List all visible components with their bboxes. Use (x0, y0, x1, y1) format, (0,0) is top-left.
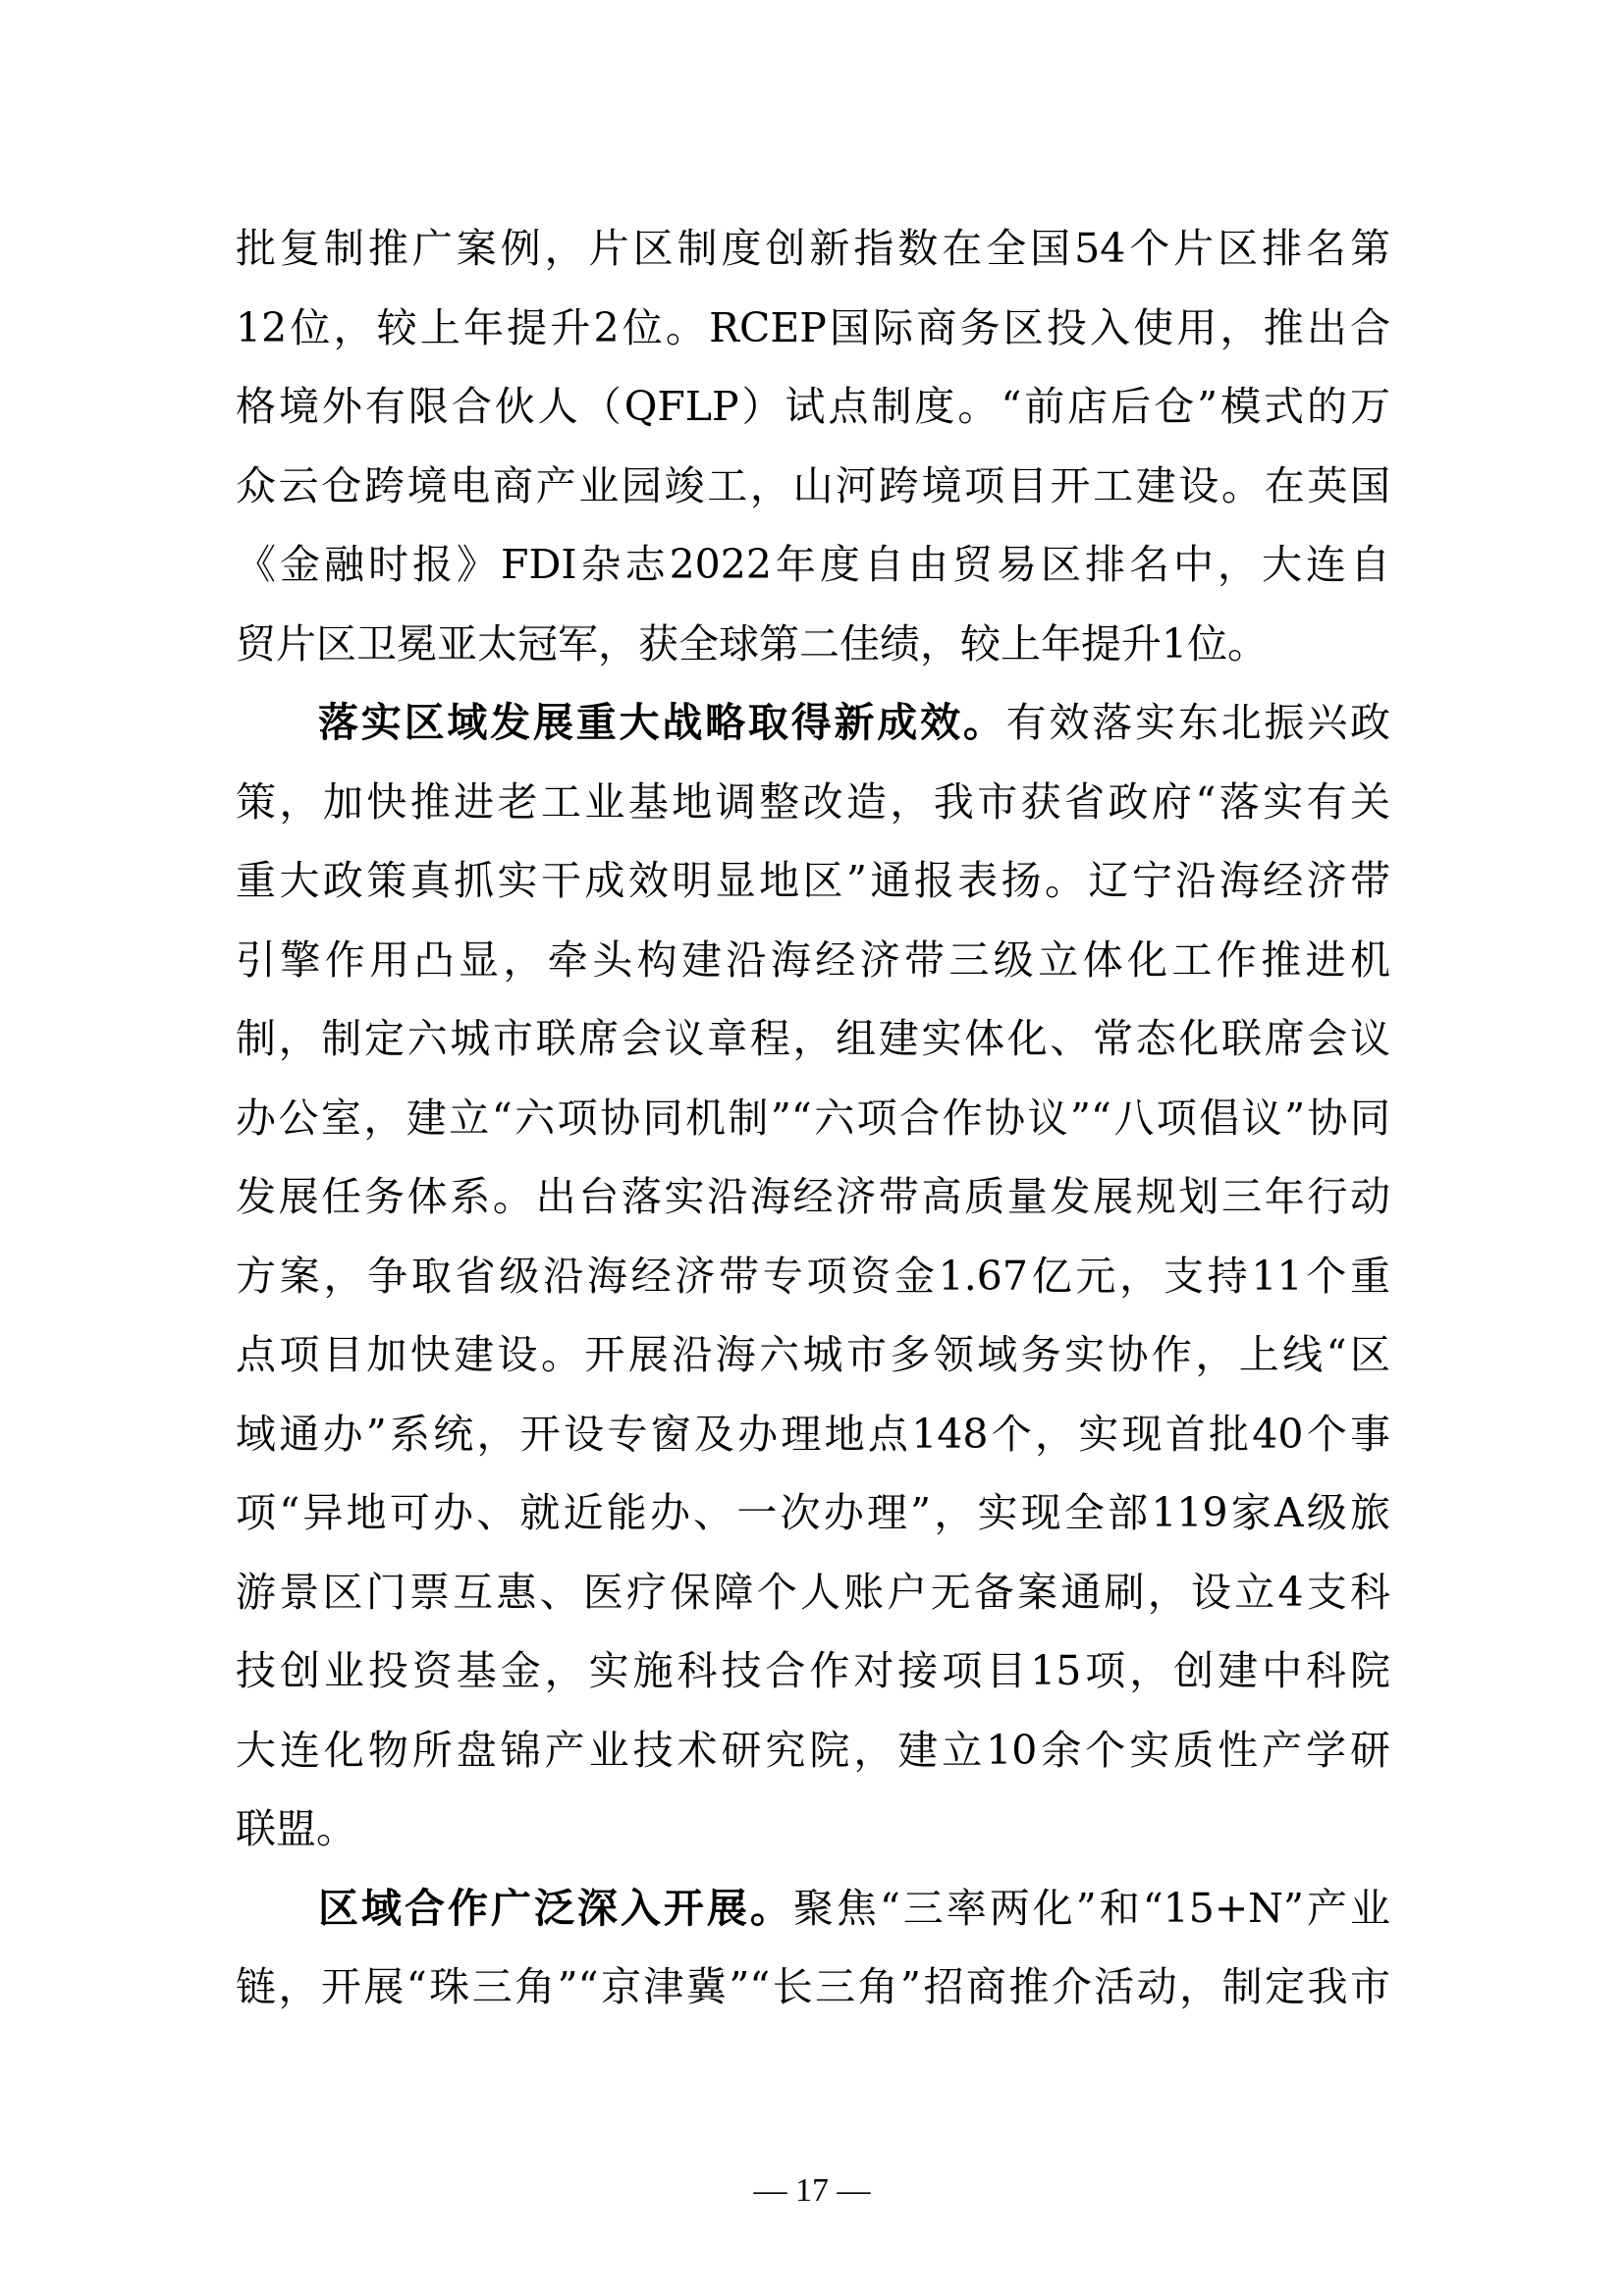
text-line (236, 692, 1390, 772)
text-line: 格境外有限合伙人（QFLP）试点制度。“前店后仓”模式的万 (236, 383, 1390, 430)
paragraph-regional-strategy (236, 692, 1390, 1878)
text-line: 重大政策真抓实干成效明显地区”通报表扬。辽宁沿海经济带 (236, 857, 1390, 904)
text-run: 聚焦“三率两化”和“15+N”产业 (792, 1884, 1390, 1932)
text-line: 批复制推广案例，片区制度创新指数在全国54个片区排名第 (236, 225, 1390, 272)
text-line: 联盟。 (236, 1805, 356, 1852)
text-line: 点项目加快建设。开展沿海六城市多领域务实协作，上线“区 (236, 1331, 1390, 1378)
text-line: 引擎作用凸显，牵头构建沿海经济带三级立体化工作推进机 (236, 935, 1390, 984)
text-line: 策，加快推进老工业基地调整改造，我市获省政府“落实有关 (236, 777, 1390, 826)
text-line: 众云仓跨境电商产业园竣工，山河跨境项目开工建设。在英国 (236, 461, 1390, 509)
paragraph-heading: 区域合作广泛深入开展。 (318, 1884, 793, 1932)
text-line (236, 1878, 1390, 1957)
text-line: 技创业投资基金，实施科技合作对接项目15项，创建中科院 (236, 1647, 1390, 1694)
text-line: 发展任务体系。出台落实沿海经济带高质量发展规划三年行动 (236, 1173, 1390, 1220)
paragraph-free-trade-zone (236, 218, 1390, 692)
text-line: 游景区门票互惠、医疗保障个人账户无备案通刷，设立4支科 (236, 1568, 1390, 1616)
text-line: 项“异地可办、就近能办、一次办理”，实现全部119家A级旅 (236, 1489, 1390, 1536)
text-line: 12位，较上年提升2位。RCEP国际商务区投入使用，推出合 (236, 303, 1390, 351)
text-line: 制，制定六城市联席会议章程，组建实体化、常态化联席会议 (236, 1015, 1390, 1062)
text-line: 贸片区卫冕亚太冠军，获全球第二佳绩，较上年提升1位。 (236, 619, 1269, 667)
body-text (236, 218, 1390, 2036)
text-line: 大连化物所盘锦产业技术研究院，建立10余个实质性产学研 (236, 1726, 1390, 1774)
paragraph-heading: 落实区域发展重大战略取得新成效。 (318, 699, 1006, 746)
text-line: 办公室，建立“六项协同机制”“六项合作协议”“八项倡议”协同 (236, 1094, 1390, 1142)
text-line: 《金融时报》FDI杂志2022年度自由贸易区排名中，大连自 (236, 541, 1390, 588)
text-line: 方案，争取省级沿海经济带专项资金1.67亿元，支持11个重 (236, 1252, 1390, 1300)
text-run: 有效落实东北振兴政 (1005, 699, 1391, 746)
text-line: 域通办”系统，开设专窗及办理地点148个，实现首批40个事 (236, 1410, 1390, 1458)
paragraph-regional-cooperation (236, 1878, 1390, 2036)
text-line: 链，开展“珠三角”“京津冀”“长三角”招商推介活动，制定我市 (236, 1963, 1390, 2010)
page-number: — 17 — (753, 2172, 871, 2209)
